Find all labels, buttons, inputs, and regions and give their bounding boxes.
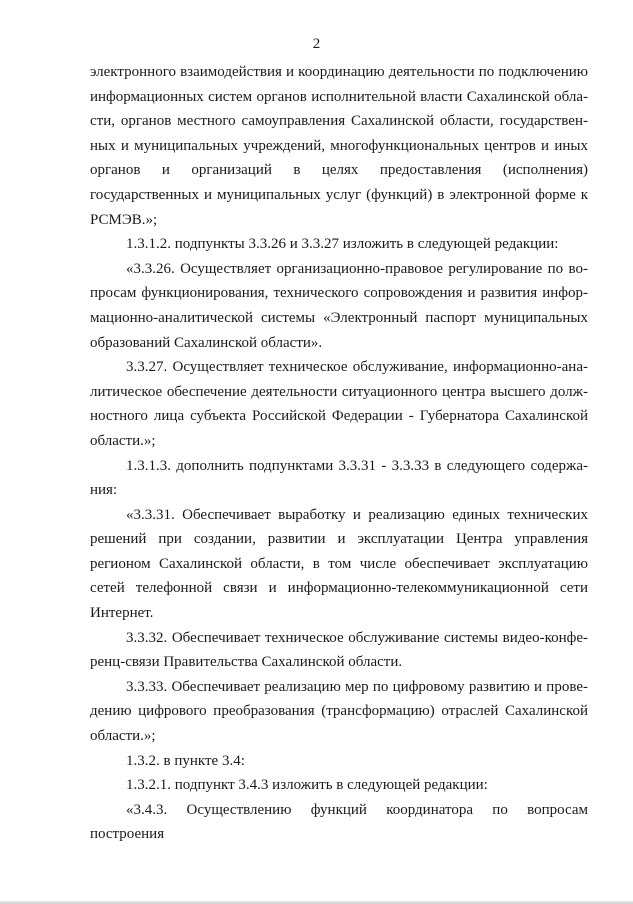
paragraph-3-3-32: 3.3.32. Обеспечивает техническое обслуживание системы видео-конференц-связи Правительства Сахалинской области. <box>90 629 588 671</box>
document-body <box>90 60 588 847</box>
paragraph-1-3-2-1: 1.3.2.1. подпункт 3.4.3 изложить в следующей редакции: <box>126 777 488 794</box>
paragraph-3-3-33: 3.3.33. Обеспечивает реализацию мер по цифровому развитию и проведению цифрового преобразования (трансформацию) отраслей Сахалинской области.»; <box>90 678 588 745</box>
paragraph-1-3-1-3: 1.3.1.3. дополнить подпунктами 3.3.31 - 3.3.33 в следующего содержания: <box>90 457 588 499</box>
paragraph-3-3-27: 3.3.27. Осуществляет техническое обслуживание, информационно-аналитическое обеспечение деятельности ситуационного центра высшего должностного лица субъекта Российской Федерации - Губернатора Сахалинской области.»; <box>90 359 588 449</box>
paragraph-3-4-3: «3.4.3. Осуществлению функций координатора по вопросам построения <box>90 801 588 843</box>
paragraph-1-3-1-2: 1.3.1.2. подпункты 3.3.26 и 3.3.27 изложить в следующей редакции: <box>126 236 559 253</box>
paragraph-1-3-2: 1.3.2. в пункте 3.4: <box>126 752 245 769</box>
paragraph-3-3-31: «3.3.31. Обеспечивает выработку и реализацию единых технических решений при создании, развитии и эксплуатации Центра управления регионом Сахалинской области, в том числе обеспечивает эксплуатацию сетей телефонной связи и информационно-телекоммуникационной сети Интернет. <box>90 506 588 622</box>
paragraph-3-3-26: «3.3.26. Осуществляет организационно-правовое регулирование по вопросам функционирования, технического сопровождения и развития информационно-аналитической системы «Электронный паспорт муниципальных образований Сахалинской области». <box>90 260 588 351</box>
paragraph-continuation: электронного взаимодействия и координацию деятельности по подключению информационных систем органов исполнительной власти Сахалинской области, органов местного самоуправления Сахалинской области, государственных и муниципальных учреждений, многофункциональных центров и иных органов и организаций в целях предоставления (исполнения) государственных и муниципальных услуг (функций) в электронной форме к РСМЭВ.»; <box>90 64 588 228</box>
page-number: 2 <box>312 36 321 52</box>
